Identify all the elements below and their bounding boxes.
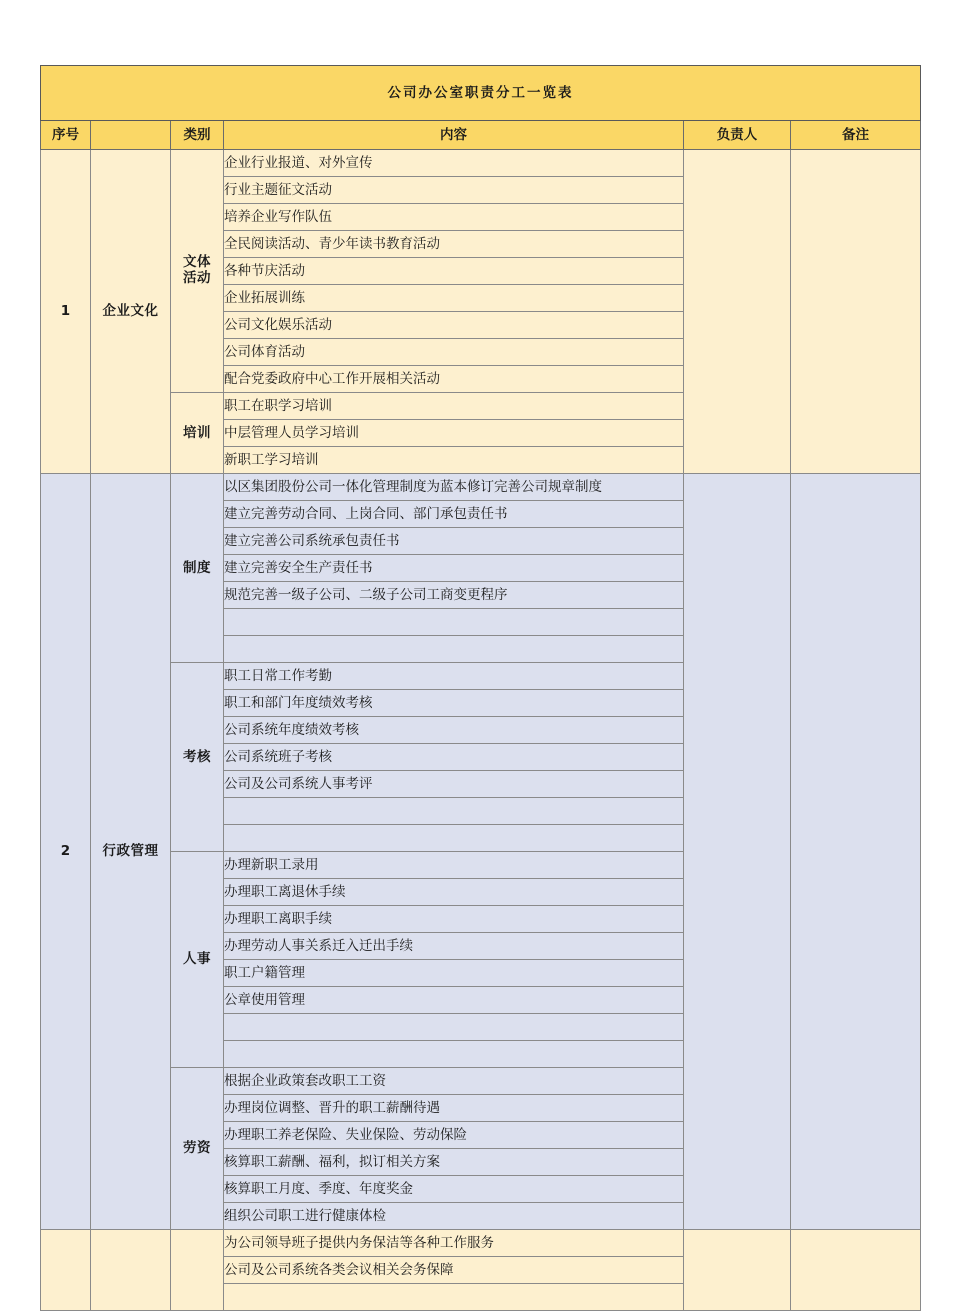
responsibility-table <box>40 65 921 1311</box>
content-cell[interactable]: 根据企业政策套改职工工资 <box>224 1068 684 1095</box>
content-cell[interactable]: 企业行业报道、对外宣传 <box>224 150 684 177</box>
content-cell[interactable]: 新职工学习培训 <box>224 447 684 474</box>
content-cell[interactable]: 职工和部门年度绩效考核 <box>224 690 684 717</box>
content-cell[interactable]: 办理职工离退休手续 <box>224 879 684 906</box>
content-cell[interactable]: 公章使用管理 <box>224 987 684 1014</box>
content-cell-empty[interactable] <box>224 1284 684 1311</box>
content-cell[interactable]: 核算职工薪酬、福利，拟订相关方案 <box>224 1149 684 1176</box>
content-cell[interactable]: 公司及公司系统人事考评 <box>224 771 684 798</box>
content-cell-empty[interactable] <box>224 609 684 636</box>
table-row[interactable] <box>41 474 921 501</box>
content-cell[interactable]: 以区集团股份公司一体化管理制度为蓝本修订完善公司规章制度 <box>224 474 684 501</box>
content-cell-empty[interactable] <box>224 798 684 825</box>
column-header-remark: 备注 <box>791 121 921 150</box>
content-cell[interactable]: 组织公司职工进行健康体检 <box>224 1203 684 1230</box>
title-row <box>41 66 921 121</box>
content-cell[interactable]: 公司体育活动 <box>224 339 684 366</box>
content-cell[interactable]: 全民阅读活动、青少年读书教育活动 <box>224 231 684 258</box>
column-header-owner: 负责人 <box>684 121 791 150</box>
table-row[interactable] <box>41 150 921 177</box>
content-cell[interactable]: 建立完善安全生产责任书 <box>224 555 684 582</box>
section-category-label: 行政管理 <box>91 474 171 1230</box>
content-cell[interactable]: 办理岗位调整、晋升的职工薪酬待遇 <box>224 1095 684 1122</box>
content-cell[interactable]: 职工日常工作考勤 <box>224 663 684 690</box>
content-cell[interactable]: 办理职工离职手续 <box>224 906 684 933</box>
column-header-cat: 类别 <box>171 121 224 150</box>
group-category-label: 劳资 <box>171 1068 224 1230</box>
content-cell[interactable]: 职工户籍管理 <box>224 960 684 987</box>
page-title: 公司办公室职责分工一览表 <box>41 66 921 121</box>
table-body <box>41 66 921 1311</box>
content-cell[interactable]: 核算职工月度、季度、年度奖金 <box>224 1176 684 1203</box>
group-category-label <box>171 1230 224 1311</box>
group-category-label-line: 文体 <box>183 254 211 271</box>
group-category-label: 培训 <box>171 393 224 474</box>
group-category-label <box>171 150 224 393</box>
content-cell[interactable]: 为公司领导班子提供内务保洁等各种工作服务 <box>224 1230 684 1257</box>
content-cell[interactable]: 培养企业写作队伍 <box>224 204 684 231</box>
column-header-body: 内容 <box>224 121 684 150</box>
content-cell-empty[interactable] <box>224 825 684 852</box>
section-sequence-number: 2 <box>41 474 91 1230</box>
remark-cell[interactable] <box>791 1230 921 1311</box>
group-category-label: 人事 <box>171 852 224 1068</box>
content-cell[interactable]: 公司及公司系统各类会议相关会务保障 <box>224 1257 684 1284</box>
content-cell[interactable]: 办理劳动人事关系迁入迁出手续 <box>224 933 684 960</box>
owner-cell[interactable] <box>684 474 791 1230</box>
column-header-major <box>91 121 171 150</box>
owner-cell[interactable] <box>684 1230 791 1311</box>
content-cell[interactable]: 规范完善一级子公司、二级子公司工商变更程序 <box>224 582 684 609</box>
column-header-seq: 序号 <box>41 121 91 150</box>
section-sequence-number: 1 <box>41 150 91 474</box>
group-category-label: 考核 <box>171 663 224 852</box>
content-cell[interactable]: 企业拓展训练 <box>224 285 684 312</box>
content-cell-empty[interactable] <box>224 1041 684 1068</box>
content-cell[interactable]: 公司系统班子考核 <box>224 744 684 771</box>
remark-cell[interactable] <box>791 150 921 474</box>
content-cell-empty[interactable] <box>224 1014 684 1041</box>
content-cell[interactable]: 配合党委政府中心工作开展相关活动 <box>224 366 684 393</box>
remark-cell[interactable] <box>791 474 921 1230</box>
content-cell[interactable]: 建立完善劳动合同、上岗合同、部门承包责任书 <box>224 501 684 528</box>
content-cell[interactable]: 办理职工养老保险、失业保险、劳动保险 <box>224 1122 684 1149</box>
content-cell[interactable]: 职工在职学习培训 <box>224 393 684 420</box>
owner-cell[interactable] <box>684 150 791 474</box>
section-sequence-number <box>41 1230 91 1311</box>
section-category-label: 企业文化 <box>91 150 171 474</box>
content-cell-empty[interactable] <box>224 636 684 663</box>
section-category-label <box>91 1230 171 1311</box>
group-category-label: 制度 <box>171 474 224 663</box>
content-cell[interactable]: 公司文化娱乐活动 <box>224 312 684 339</box>
content-cell[interactable]: 公司系统年度绩效考核 <box>224 717 684 744</box>
content-cell[interactable]: 各种节庆活动 <box>224 258 684 285</box>
table-row[interactable] <box>41 1230 921 1257</box>
header-row <box>41 121 921 150</box>
content-cell[interactable]: 行业主题征文活动 <box>224 177 684 204</box>
content-cell[interactable]: 办理新职工录用 <box>224 852 684 879</box>
content-cell[interactable]: 建立完善公司系统承包责任书 <box>224 528 684 555</box>
content-cell[interactable]: 中层管理人员学习培训 <box>224 420 684 447</box>
spreadsheet-sheet <box>40 65 920 1311</box>
group-category-label-line: 活动 <box>183 270 211 286</box>
